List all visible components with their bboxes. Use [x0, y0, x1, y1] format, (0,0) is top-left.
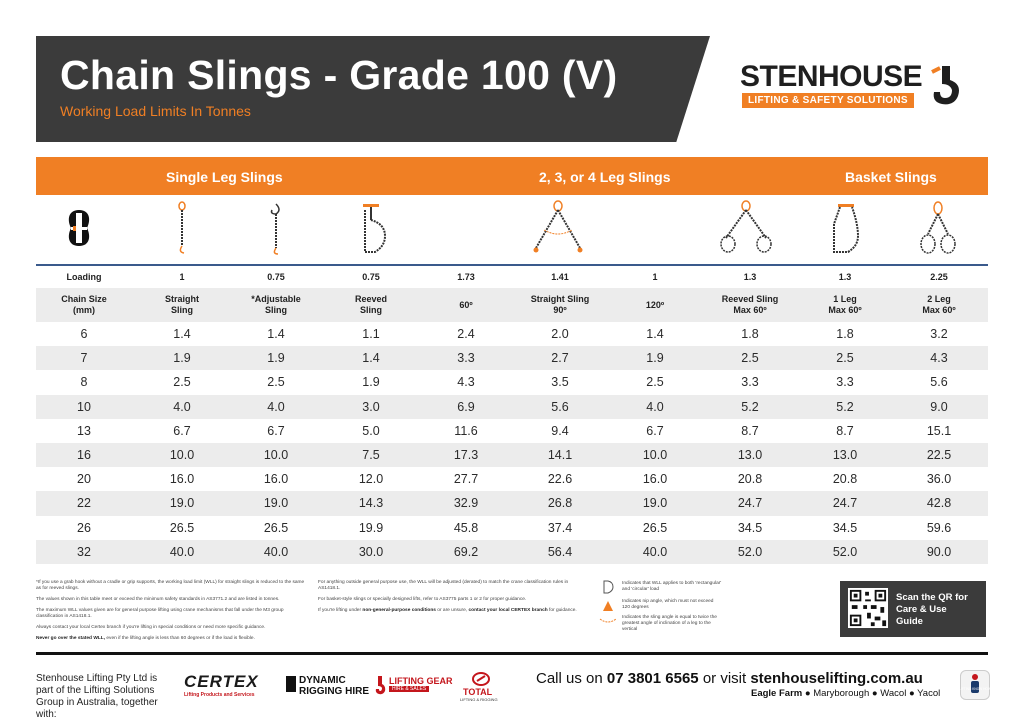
- loading-factor: 1: [179, 272, 185, 282]
- wll-cell: 4.0: [173, 399, 191, 414]
- table-row: [36, 491, 988, 515]
- note-text: *If you use a grab hook without a cradle or grip supports, the working load limit (WLL) for straight slings is reduced to the same as for reeved slings.: [36, 580, 305, 591]
- note-warning: [36, 636, 306, 642]
- wll-cell: 4.0: [267, 399, 285, 414]
- wll-cell: 1.9: [362, 375, 380, 390]
- table-row: [36, 443, 988, 467]
- wll-cell: 3.3: [457, 351, 475, 366]
- wll-cell: 14.3: [358, 496, 384, 511]
- wll-cell: 6.9: [457, 399, 475, 414]
- loading-factor: 1.73: [457, 272, 475, 282]
- table-row: [36, 322, 988, 346]
- column-header: [828, 294, 861, 316]
- chain-size-cell: 22: [77, 496, 91, 511]
- column-header: [459, 300, 472, 311]
- partner-sub: LIFTING & RIGGING: [460, 697, 498, 702]
- lifting-know-how-badge: [960, 670, 990, 700]
- column-header-line: Reeved Sling: [721, 294, 779, 304]
- wll-cell: 6.7: [646, 423, 664, 438]
- table-row: [36, 395, 988, 419]
- wll-cell: 5.2: [741, 399, 759, 414]
- wll-cell: 2.5: [173, 375, 191, 390]
- chain-size-cell: 8: [80, 375, 88, 390]
- wll-cell: 20.8: [737, 472, 763, 487]
- wll-cell: 10.0: [642, 447, 668, 462]
- column-header-line: Chain Size: [61, 294, 107, 304]
- contact-text: or visit: [702, 670, 747, 687]
- wll-cell: 69.2: [453, 544, 479, 559]
- wll-cell: 1.4: [267, 327, 285, 341]
- legend-text: Indicates nip angle, which must not exceed 120 degrees: [622, 599, 714, 610]
- notes-column-1: [36, 580, 306, 642]
- column-header-line: Max 60º: [828, 305, 862, 315]
- basket-one-leg-icon: [828, 200, 864, 256]
- location: Yacol: [917, 688, 941, 699]
- column-header-line: Reeved: [354, 294, 388, 304]
- note-text: If you're lifting under: [318, 608, 362, 613]
- wll-cell: 32.9: [453, 496, 479, 511]
- column-header-line: 60º: [459, 300, 473, 310]
- wll-cell: 2.7: [551, 351, 569, 366]
- page-subtitle: Working Load Limits In Tonnes: [60, 103, 251, 119]
- column-header: [646, 300, 664, 311]
- partner-sub: HIRE & SALES: [389, 686, 429, 692]
- wll-cell: 37.4: [547, 520, 573, 535]
- legend-text: Indicates the sling angle is equal to twice the greatest angle of inclination of a leg to the vertical: [622, 615, 717, 632]
- wll-cell: 3.3: [836, 375, 854, 390]
- wll-cell: 26.5: [642, 520, 668, 535]
- wll-cell: 6.7: [173, 423, 191, 438]
- wll-cell: 1.9: [173, 351, 191, 366]
- wll-cell: 1.8: [836, 327, 854, 341]
- location: Maryborough: [813, 688, 870, 699]
- straight-sling-icon: [172, 200, 192, 256]
- grade-mark-icon: [62, 200, 96, 256]
- column-header-line: Straight Sling: [530, 294, 590, 304]
- company-statement: Stenhouse Lifting Pty Ltd is part of the Lifting Solutions Group in Australia, together with:: [36, 673, 158, 720]
- logo-tagline: LIFTING & SAFETY SOLUTIONS: [742, 93, 914, 108]
- contact-line: [536, 670, 923, 687]
- header-row: [36, 288, 988, 322]
- contact-text: Call us on: [536, 670, 603, 687]
- wll-cell: 19.9: [358, 520, 384, 535]
- wll-cell: 90.0: [926, 544, 952, 559]
- column-header-line: Max 60º: [733, 305, 767, 315]
- wll-cell: 22.5: [926, 447, 952, 462]
- wll-cell: 4.0: [646, 399, 664, 414]
- wll-cell: 52.0: [832, 544, 858, 559]
- loading-factor: 2.25: [930, 272, 948, 282]
- wll-cell: 7.5: [362, 447, 380, 462]
- wll-cell: 1.9: [267, 351, 285, 366]
- partner-sub: RIGGING HIRE: [299, 686, 370, 697]
- wll-cell: 1.9: [646, 351, 664, 366]
- wll-cell: 40.0: [642, 544, 668, 559]
- wll-cell: 6.7: [267, 423, 285, 438]
- note-bold: Never go over the stated WLL,: [36, 636, 106, 641]
- wll-cell: 24.7: [737, 496, 763, 511]
- lifting-gear-logo: [373, 672, 453, 702]
- column-header-line: Sling: [360, 305, 382, 315]
- wll-cell: 34.5: [832, 520, 858, 535]
- column-header: [61, 294, 107, 316]
- qr-code-icon[interactable]: [848, 588, 888, 628]
- wll-cell: 36.0: [926, 472, 952, 487]
- stenhouse-logo: [740, 60, 970, 120]
- wll-cell: 19.0: [642, 496, 668, 511]
- total-mark-icon: [472, 672, 490, 686]
- note-text: even if the lifting angle is less than 60 degrees or if the load is flexible.: [106, 636, 255, 641]
- table-row: [36, 370, 988, 394]
- wll-cell: 5.0: [362, 423, 380, 438]
- know-how-icon: [961, 671, 989, 699]
- wll-cell: 5.2: [836, 399, 854, 414]
- location: Wacol: [880, 688, 907, 699]
- group-basket: Basket Slings: [845, 169, 937, 185]
- partner-sub: Lifting Products and Services: [184, 692, 255, 698]
- wll-cell: 8.7: [741, 423, 759, 438]
- chain-size-cell: 7: [80, 351, 88, 366]
- wll-cell: 9.4: [551, 423, 569, 438]
- qr-caption: Scan the QR for Care & Use Guide: [896, 592, 968, 627]
- table-top-rule: [36, 264, 988, 266]
- column-header-line: Max 60º: [922, 305, 956, 315]
- two-leg-90-icon: [528, 200, 588, 256]
- group-multi-leg: 2, 3, or 4 Leg Slings: [539, 169, 671, 185]
- wll-cell: 3.0: [362, 399, 380, 414]
- wll-cell: 12.0: [358, 472, 384, 487]
- wll-cell: 1.1: [362, 327, 380, 341]
- wll-cell: 15.1: [926, 423, 952, 438]
- footer-rule: [36, 652, 988, 655]
- partner-name: TOTAL: [463, 687, 493, 697]
- page-title: Chain Slings - Grade 100 (V): [60, 52, 618, 98]
- wll-cell: 3.3: [741, 375, 759, 390]
- partner-name: CERTEX: [184, 672, 259, 691]
- adjustable-sling-icon: [264, 200, 288, 256]
- wll-cell: 1.4: [646, 327, 664, 341]
- wll-cell: 10.0: [263, 447, 289, 462]
- column-header: [531, 294, 590, 316]
- wll-cell: 42.8: [926, 496, 952, 511]
- table-row: [36, 419, 988, 443]
- column-header-line: Sling: [170, 305, 193, 315]
- column-header: [165, 294, 199, 316]
- wll-cell: 2.5: [267, 375, 285, 390]
- chain-size-cell: 6: [80, 327, 88, 341]
- wll-cell: 56.4: [547, 544, 573, 559]
- note-text: The maximum WLL values given are for general purpose lifting using crane mechanisms that fall under the M3 group classification in AS1418.1.: [36, 608, 284, 619]
- wll-cell: 19.0: [169, 496, 195, 511]
- note-text: The values shown in this table meet or exceed the minimum safety standards in AS3771.2 and are listed in tonnes.: [36, 597, 280, 602]
- loading-factor: 1.41: [551, 272, 569, 282]
- wll-cell: 19.0: [263, 496, 289, 511]
- wll-cell: 16.0: [642, 472, 668, 487]
- column-header: [355, 294, 387, 316]
- notes-column-2: [318, 580, 588, 614]
- wll-cell: 14.1: [547, 447, 573, 462]
- table-row: [36, 346, 988, 370]
- column-header-line: 120º: [645, 300, 665, 310]
- wll-cell: 40.0: [263, 544, 289, 559]
- wll-cell: 1.8: [741, 327, 759, 341]
- wll-cell: 22.6: [547, 472, 573, 487]
- chain-size-cell: 10: [77, 399, 91, 414]
- loading-factor: 0.75: [267, 272, 285, 282]
- wll-cell: 26.5: [263, 520, 289, 535]
- logo-wordmark: STENHOUSE: [740, 60, 923, 93]
- wll-cell: 2.4: [457, 327, 475, 341]
- dynamic-mark-icon: [286, 676, 296, 692]
- chain-size-cell: 13: [77, 423, 91, 438]
- column-header: [251, 294, 301, 316]
- column-header-line: 2 Leg: [927, 294, 951, 304]
- column-header: [922, 294, 955, 316]
- column-header-line: *Adjustable: [251, 294, 301, 304]
- reeved-two-leg-icon: [718, 200, 774, 256]
- note-text: For anything outside general purpose use, the WLL will be adjusted (derated) to match the crane classification rules in AS1418.1.: [318, 580, 569, 591]
- website-link[interactable]: stenhouselifting.com.au: [750, 670, 923, 687]
- wll-cell: 26.8: [547, 496, 573, 511]
- note-bold: contact your local CERTEX branch: [468, 608, 548, 613]
- loading-label: Loading: [66, 272, 102, 282]
- column-header-line: Sling: [264, 305, 287, 315]
- wll-cell: 2.5: [836, 351, 854, 366]
- wll-cell: 10.0: [169, 447, 195, 462]
- angle-arc-legend-icon: [598, 616, 618, 626]
- legend-text: Indicates that WLL applies to both 'rectangular' and 'circular' load: [622, 581, 722, 592]
- table-row: [36, 540, 988, 564]
- wll-cell: 5.6: [930, 375, 948, 390]
- wll-cell: 2.0: [551, 327, 569, 341]
- reeved-sling-icon: [355, 200, 389, 256]
- phone-number[interactable]: 07 3801 6565: [606, 670, 699, 687]
- wll-cell: 24.7: [832, 496, 858, 511]
- loading-row: [36, 268, 988, 288]
- total-lifting-logo: [460, 672, 504, 702]
- wll-cell: 27.7: [453, 472, 479, 487]
- wll-cell: 9.0: [930, 399, 948, 414]
- d-shape-legend-icon: [601, 580, 615, 594]
- wll-cell: 17.3: [453, 447, 479, 462]
- wll-cell: 1.4: [362, 351, 380, 366]
- wll-cell: 8.7: [836, 423, 854, 438]
- wll-cell: 59.6: [926, 520, 952, 535]
- chain-size-cell: 16: [77, 447, 91, 462]
- chain-size-cell: 20: [77, 472, 91, 487]
- wll-cell: 13.0: [737, 447, 763, 462]
- note-text: for guidance.: [549, 608, 577, 613]
- loading-factor: 1.3: [838, 272, 852, 282]
- note-text: Always contact your local Certex branch if you're lifting in special conditions or need more specific guidance.: [36, 625, 266, 630]
- wll-cell: 40.0: [169, 544, 195, 559]
- wll-cell: 52.0: [737, 544, 763, 559]
- note-contact: [318, 608, 588, 614]
- wll-cell: 13.0: [832, 447, 858, 462]
- column-header-line: 90º: [553, 305, 567, 315]
- location: Eagle Farm: [751, 688, 803, 699]
- partner-name: LIFTING GEAR: [389, 676, 453, 686]
- table-row: [36, 516, 988, 540]
- wll-cell: 2.5: [741, 351, 759, 366]
- table-row: [36, 467, 988, 491]
- locations-list: Eagle Farm ● Maryborough ● Wacol ● Yacol: [751, 688, 941, 699]
- wll-cell: 45.8: [453, 520, 479, 535]
- column-header-line: 1 Leg: [833, 294, 857, 304]
- wll-cell: 4.3: [457, 375, 475, 390]
- wll-cell: 4.3: [930, 351, 948, 366]
- wll-cell: 16.0: [263, 472, 289, 487]
- loading-factor: 1: [652, 272, 658, 282]
- certex-logo: [184, 672, 272, 702]
- partner-name: DYNAMIC: [299, 675, 346, 686]
- wll-cell: 26.5: [169, 520, 195, 535]
- hook-logo-icon: [928, 62, 968, 108]
- dynamic-rigging-logo: [286, 672, 370, 702]
- hook-icon: [373, 674, 387, 696]
- group-single-leg: Single Leg Slings: [166, 169, 283, 185]
- note-bold: non-general-purpose conditions: [362, 608, 436, 613]
- wll-cell: 3.5: [551, 375, 569, 390]
- wll-cell: 5.6: [551, 399, 569, 414]
- basket-two-leg-icon: [918, 200, 958, 256]
- note-text: For basket-style slings or specially designed lifts, refer to AS3775 parts 1 or 2 for proper guidance.: [318, 597, 527, 602]
- wll-cell: 30.0: [358, 544, 384, 559]
- wll-cell: 20.8: [832, 472, 858, 487]
- note-text: or are unsure,: [437, 608, 468, 613]
- chain-size-cell: 32: [77, 544, 91, 559]
- loading-factor: 1.3: [743, 272, 757, 282]
- wll-cell: 2.5: [646, 375, 664, 390]
- wll-cell: 1.4: [173, 327, 191, 341]
- wll-cell: 11.6: [454, 423, 478, 438]
- wll-cell: 34.5: [737, 520, 763, 535]
- column-header-line: Straight: [164, 294, 200, 304]
- column-header: [722, 294, 779, 316]
- wll-table: [36, 268, 988, 564]
- wll-cell: 16.0: [169, 472, 195, 487]
- wll-cell: 3.2: [930, 327, 948, 341]
- triangle-legend-icon: [602, 600, 614, 612]
- loading-factor: 0.75: [362, 272, 380, 282]
- badge-label: LIFTING KNOW HOW: [959, 687, 991, 691]
- chain-size-cell: 26: [77, 520, 91, 535]
- column-header-line: (mm): [72, 305, 95, 315]
